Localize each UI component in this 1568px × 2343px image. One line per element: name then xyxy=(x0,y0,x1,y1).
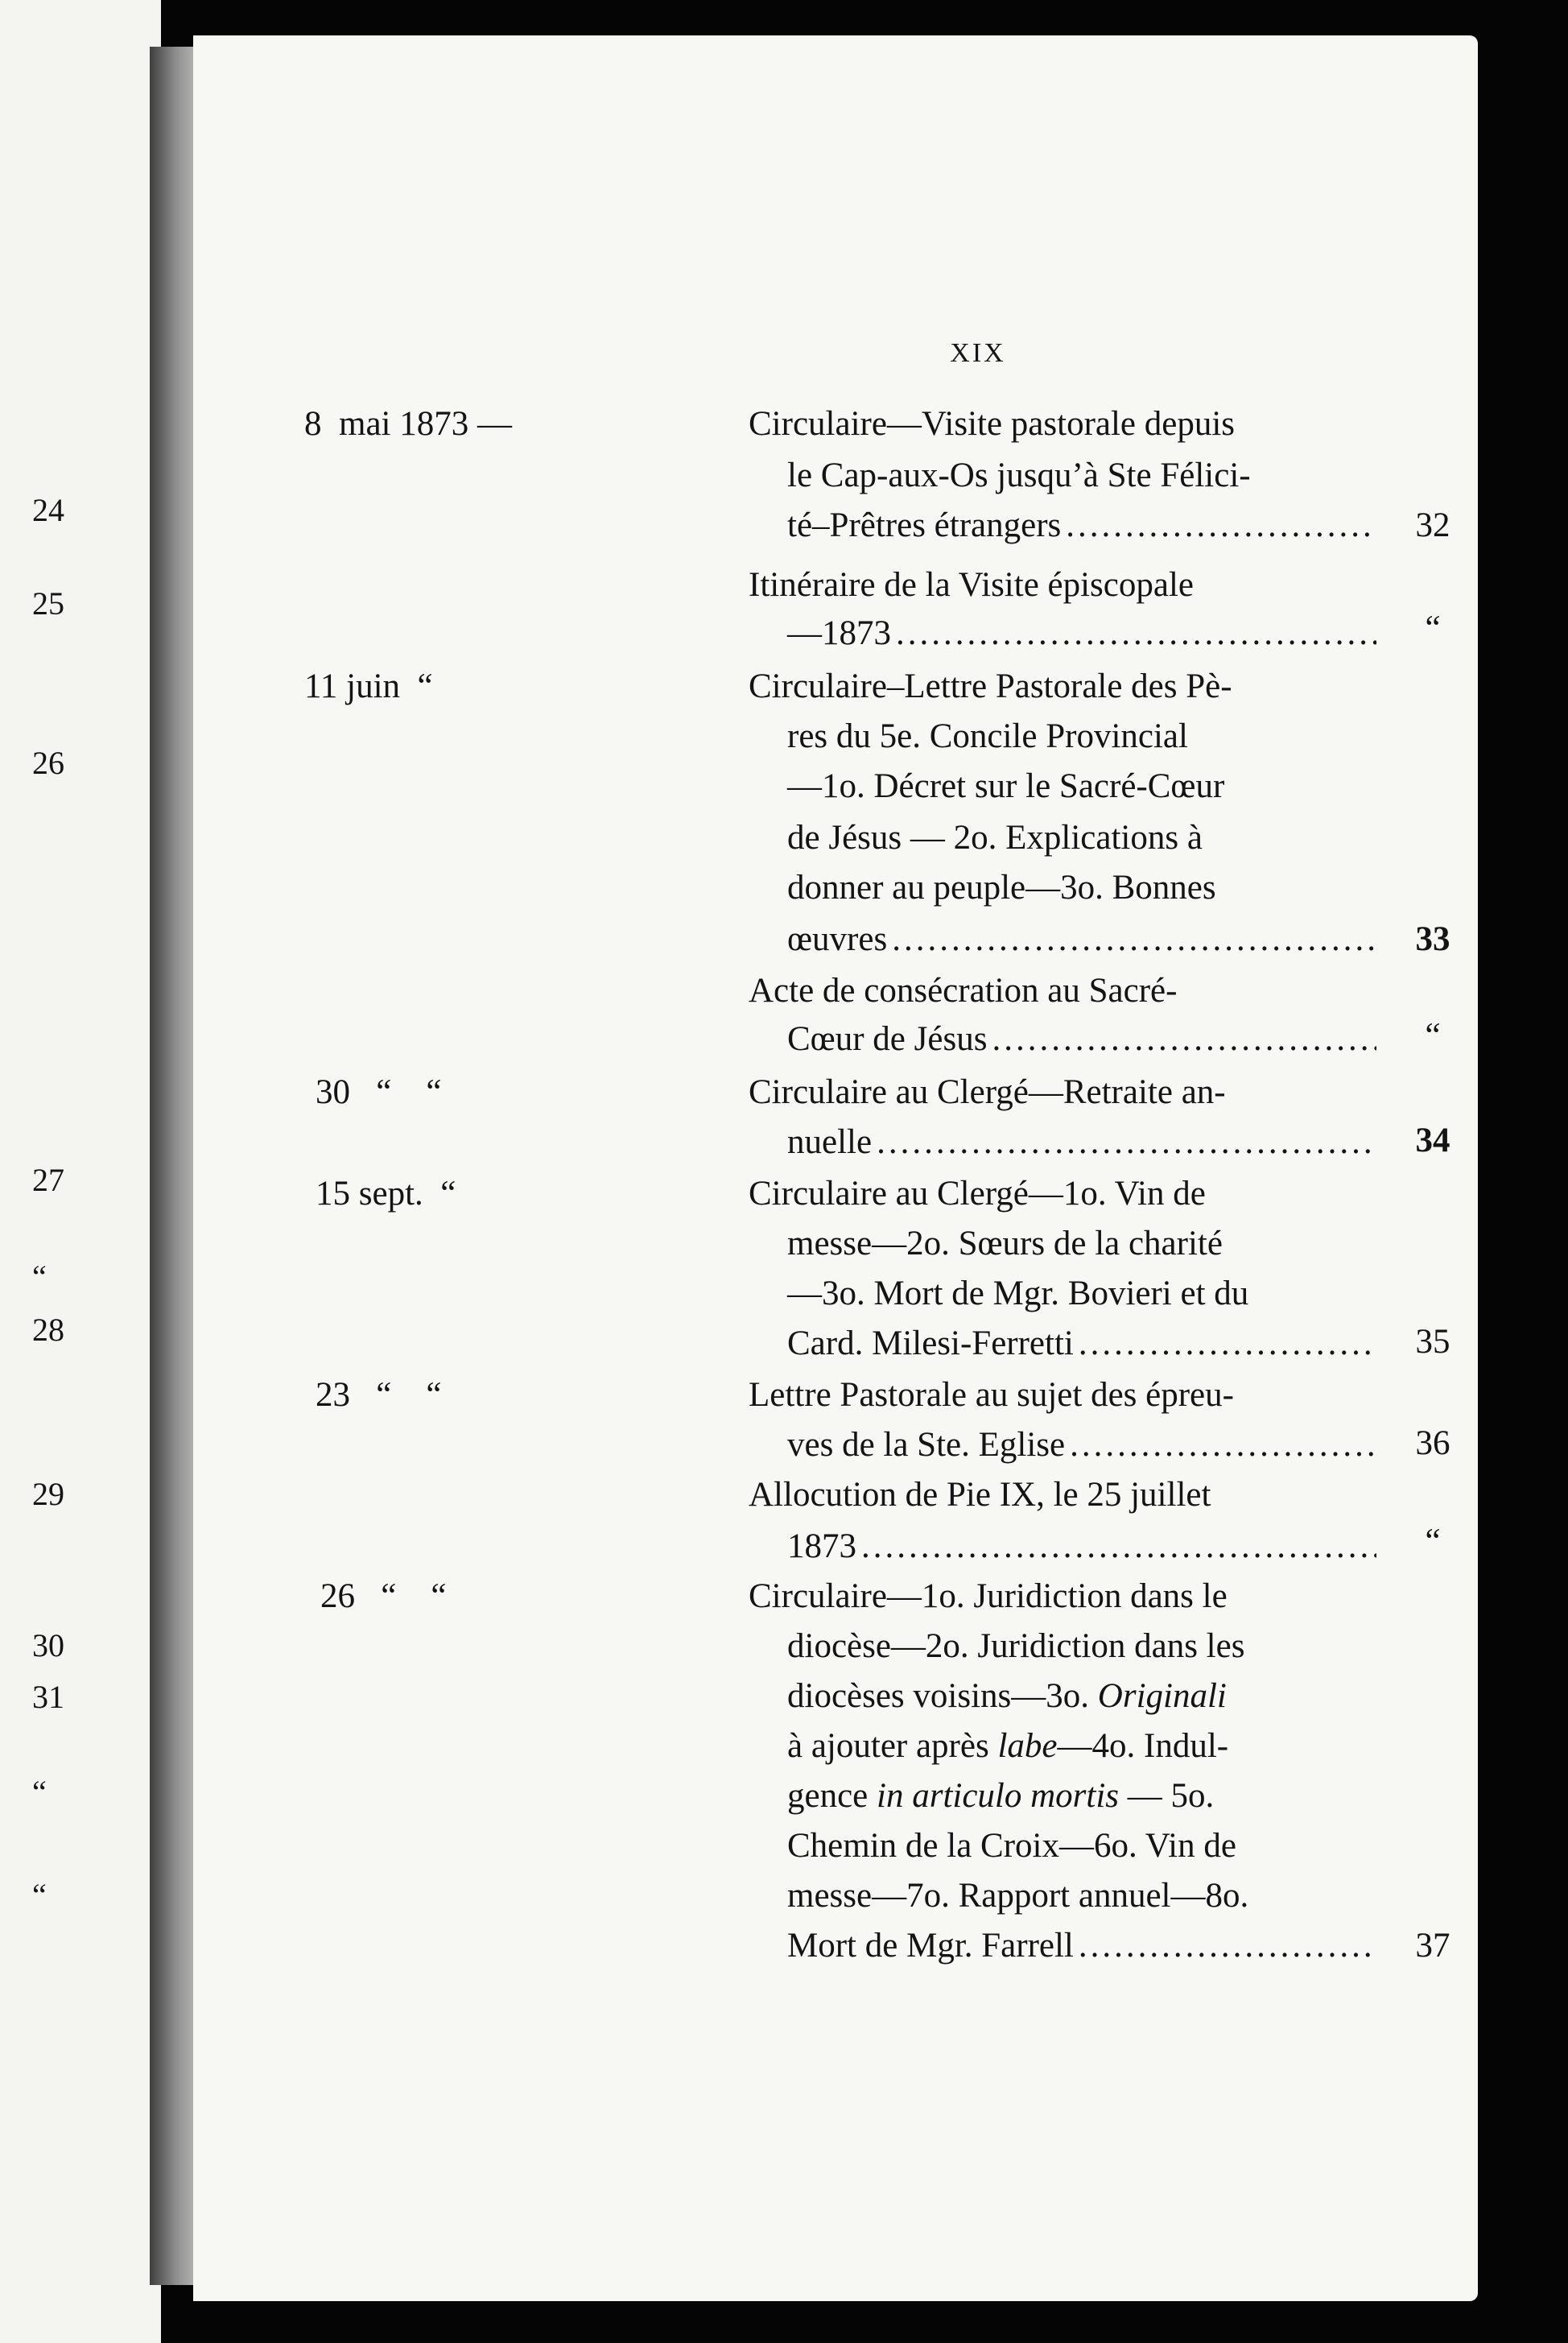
entry-text-italic: in articulo mortis xyxy=(877,1777,1120,1815)
page-header-roman-numeral: XIX xyxy=(950,338,1006,368)
entry-text: gence xyxy=(787,1777,869,1815)
entry-line: res du 5e. Concile Provincial xyxy=(787,717,1188,755)
entry-line: Circulaire—Visite pastorale depuis xyxy=(749,405,1236,443)
leader-dots xyxy=(861,1527,1376,1567)
page-reference: “ xyxy=(1425,1523,1441,1560)
leader-dots xyxy=(1079,1324,1376,1364)
entry-text: nuelle xyxy=(787,1123,873,1161)
margin-number: “ xyxy=(32,1258,47,1295)
entry-line: donner au peuple—3o. Bonnes xyxy=(787,869,1216,907)
page-reference: “ xyxy=(1425,1017,1441,1055)
page-reference: “ xyxy=(1425,610,1441,647)
leader-dots xyxy=(1070,1425,1376,1465)
entry-line: Chemin de la Croix—6o. Vin de xyxy=(787,1827,1236,1865)
entry-line xyxy=(787,1926,1376,1966)
entry-text: —4o. Indul- xyxy=(1057,1727,1229,1765)
entry-text-italic: labe xyxy=(997,1727,1058,1765)
margin-number: 31 xyxy=(32,1679,64,1715)
entry-text: — 5o. xyxy=(1127,1777,1215,1815)
leader-dots xyxy=(892,919,1376,960)
leader-dots xyxy=(1066,506,1376,546)
leader-dots xyxy=(896,614,1376,654)
entry-line xyxy=(787,1527,1376,1567)
page-reference: 33 xyxy=(1415,920,1450,958)
entry-date: 11 juin “ xyxy=(304,667,433,705)
entry-text: Card. Milesi-Ferretti xyxy=(787,1324,1074,1362)
entry-line xyxy=(787,506,1376,546)
leader-dots xyxy=(1079,1926,1376,1966)
entry-text-italic: Originali xyxy=(1097,1677,1227,1715)
leader-dots xyxy=(877,1122,1376,1163)
entry-line: Circulaire au Clergé—Retraite an- xyxy=(749,1073,1226,1111)
entry-line: le Cap-aux-Os jusqu’à Ste Félici- xyxy=(787,457,1251,494)
page xyxy=(193,35,1478,2301)
entry-line xyxy=(787,919,1376,960)
margin-number: 24 xyxy=(32,492,64,528)
entry-line xyxy=(787,1776,1376,1816)
margin-number: 29 xyxy=(32,1476,64,1512)
page-reference: 37 xyxy=(1415,1927,1450,1965)
entry-text: —1873 xyxy=(787,614,891,652)
page-reference: 35 xyxy=(1415,1323,1450,1361)
margin-number: “ xyxy=(32,1877,47,1913)
page-reference: 32 xyxy=(1415,506,1450,544)
entry-line: diocèse—2o. Juridiction dans les xyxy=(787,1627,1245,1665)
entry-date: 30 “ “ xyxy=(316,1073,442,1111)
entry-line: Itinéraire de la Visite épiscopale xyxy=(749,566,1194,604)
entry-line: de Jésus — 2o. Explications à xyxy=(787,819,1203,857)
entry-line xyxy=(787,1676,1376,1717)
entry-line: messe—7o. Rapport annuel—8o. xyxy=(787,1877,1249,1915)
entry-line: messe—2o. Sœurs de la charité xyxy=(787,1225,1223,1262)
entry-line: Lettre Pastorale au sujet des épreu- xyxy=(749,1376,1234,1414)
entry-line: —3o. Mort de Mgr. Bovieri et du xyxy=(787,1275,1249,1312)
margin-number: 27 xyxy=(32,1162,64,1198)
entry-line xyxy=(787,1324,1376,1364)
leader-dots xyxy=(992,1019,1376,1060)
page-reference: 34 xyxy=(1415,1122,1450,1159)
entry-line: Circulaire au Clergé—1o. Vin de xyxy=(749,1175,1206,1213)
entry-text: diocèses voisins—3o. xyxy=(787,1677,1090,1715)
entry-text: té–Prêtres étrangers xyxy=(787,506,1062,544)
entry-date: 8 mai 1873 — xyxy=(304,405,512,443)
entry-text: à ajouter après xyxy=(787,1727,989,1765)
entry-text: Cœur de Jésus xyxy=(787,1020,988,1058)
margin-number: 26 xyxy=(32,745,64,781)
entry-line xyxy=(787,1425,1376,1465)
margin-number: 28 xyxy=(32,1312,64,1348)
facing-page-edge xyxy=(0,0,161,2343)
page-reference: 36 xyxy=(1415,1424,1450,1462)
entry-line xyxy=(787,1122,1376,1163)
entry-line xyxy=(787,1726,1376,1767)
entry-date: 15 sept. “ xyxy=(316,1175,456,1213)
entry-date: 26 “ “ xyxy=(320,1577,447,1615)
entry-text: 1873 xyxy=(787,1527,856,1565)
margin-number: 30 xyxy=(32,1627,64,1663)
entry-line: —1o. Décret sur le Sacré-Cœur xyxy=(787,767,1225,805)
entry-text: Mort de Mgr. Farrell xyxy=(787,1927,1074,1965)
entry-line: Circulaire—1o. Juridiction dans le xyxy=(749,1577,1228,1615)
entry-line xyxy=(787,1019,1376,1060)
entry-text: ves de la Ste. Eglise xyxy=(787,1426,1066,1464)
entry-line xyxy=(787,614,1376,654)
margin-number: “ xyxy=(32,1774,47,1810)
entry-text: œuvres xyxy=(787,920,888,958)
entry-line: Allocution de Pie IX, le 25 juillet xyxy=(749,1476,1211,1514)
entry-line: Circulaire–Lettre Pastorale des Pè- xyxy=(749,667,1232,705)
margin-number: 25 xyxy=(32,585,64,622)
entry-line: Acte de consécration au Sacré- xyxy=(749,972,1178,1010)
entry-date: 23 “ “ xyxy=(316,1376,442,1414)
